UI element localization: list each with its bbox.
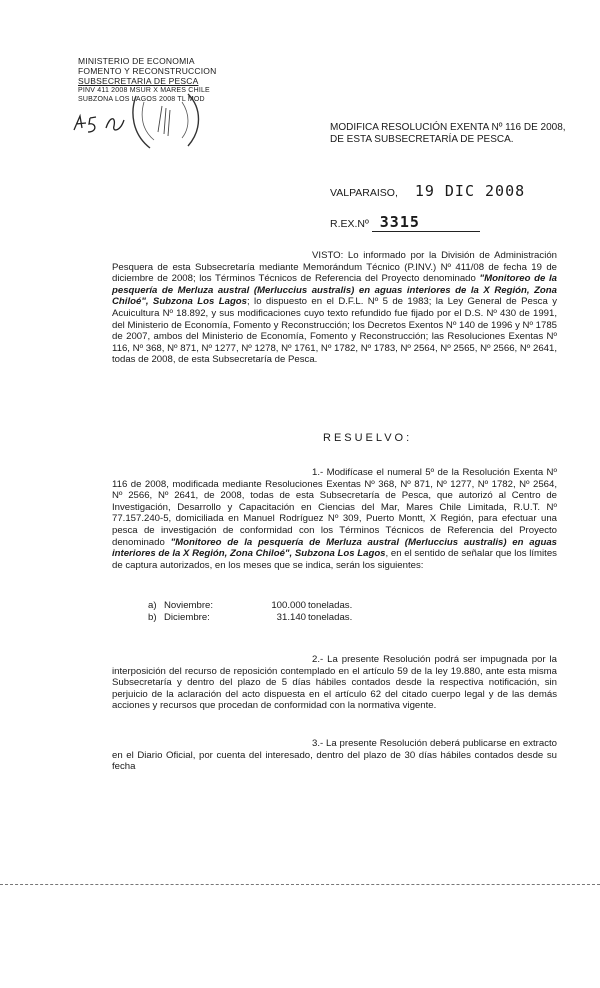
article-2-paragraph: 2.- La presente Resolución podrá ser impugnada por la interposición del recurso de reposición contemplado en el artículo 59 de la ley 19.880, ante esta misma Subsecretaría y dentro del plazo de 5 días hábiles contados desde la respectiva notificación, sin perjuicio de la aclaración del acto dispuesta en el artículo 62 del citado cuerpo legal y de las demás acciones y recursos que procedan de conformidad con la normativa vigente. bbox=[112, 654, 557, 712]
article-1-paragraph bbox=[112, 467, 557, 571]
handwritten-mark-icon bbox=[70, 110, 130, 138]
article-3-paragraph: 3.- La presente Resolución deberá publicarse en extracto en el Diario Oficial, por cuenta del interesado, dentro del plazo de 30 días hábiles contados desde su fecha bbox=[112, 738, 557, 773]
ministry-name: MINISTERIO DE ECONOMIA bbox=[78, 56, 195, 66]
visto-text-1: VISTO: Lo informado por la División de Administración Pesquera de esta Subsecretaría mediante Memorándum Técnico (P.INV.) Nº 411/08 de fecha 19 de diciembre de 2008; los Términos Técnicos de Referencia del Proyecto denominado bbox=[112, 250, 557, 285]
reference-subzone: SUBZONA LOS LAGOS 2008 TL MOD bbox=[78, 96, 205, 103]
resolution-number-line bbox=[330, 213, 480, 232]
handwritten-annotation bbox=[70, 110, 130, 143]
reference-code: PINV 411 2008 MSUR X MARES CHILE bbox=[78, 87, 210, 94]
article-1-text-2: , en el sentido de señalar que los límites de captura autorizados, en los meses que se indica, serán los siguientes: bbox=[112, 548, 557, 571]
date-stamp: 19 DIC 2008 bbox=[414, 182, 526, 200]
resuelvo-heading: RESUELVO: bbox=[323, 432, 413, 444]
article-1-project-name: "Monitoreo de la pesquería de Merluza austral (Merluccius australis) en aguas interiores de la X Región, Zona Chiloé", Subzona Los Lagos bbox=[112, 536, 557, 560]
place-date-line bbox=[330, 182, 525, 200]
visto-project-name: "Monitoreo de la pesquería de Merluza austral (Merluccius australis) en aguas interiores de la X Región, Zona Chiloé", Subzona Los Lagos bbox=[112, 273, 557, 308]
place-name: VALPARAISO, bbox=[330, 187, 398, 199]
catch-limit-row: a) Noviembre: 100.000 toneladas. bbox=[148, 600, 353, 611]
resolution-number-label: R.EX.Nº bbox=[330, 218, 369, 230]
seal-stamp bbox=[128, 92, 208, 152]
visto-text-2: ; lo dispuesto en el D.F.L. Nº 5 de 1983; la Ley General de Pesca y Acuicultura Nº 18.892, y sus modificaciones cuyo texto refundido fue fijado por el D.S. Nº 430 de 1991, del Ministerio de Economía, Fomento y Reconstrucción; los Decretos Exentos Nº 140 de 1996 y Nº 1785 de 2007, ambos del Ministerio de Economía, Fomento y Reconstrucción; las Resoluciones Exentas Nº 116, Nº 368, Nº 871, Nº 1277, Nº 1278, Nº 1761, Nº 1782, Nº 1783, Nº 2564, Nº 2565, Nº 2566, Nº 2641, todas de 2008, de esta Subsecretaría de Pesca. bbox=[112, 296, 557, 366]
subsecretariat-name: SUBSECRETARIA DE PESCA bbox=[78, 76, 199, 86]
document-subject: MODIFICA RESOLUCIÓN EXENTA Nº 116 DE 2008, DE ESTA SUBSECRETARÍA DE PESCA. bbox=[330, 122, 566, 145]
ministry-branch: FOMENTO Y RECONSTRUCCION bbox=[78, 66, 217, 76]
catch-limit-row: b) Diciembre: 31.140 toneladas. bbox=[148, 612, 353, 623]
resolution-number: 3315 bbox=[372, 213, 480, 232]
page-divider bbox=[0, 884, 600, 885]
visto-paragraph bbox=[112, 250, 557, 366]
article-1-text-1: 1.- Modifícase el numeral 5º de la Resolución Exenta Nº 116 de 2008, modificada mediante Resoluciones Exentas Nº 368, Nº 871, Nº 1277, Nº 1782, Nº 2564, Nº 2566, Nº 2641, de 2008, todas de esta Subsecretaría de Pesca, que autorizó al Centro de Investigación, Desarrollo y Capacitación en Ciencias del Mar, Mares Chile Limitada, R.U.T. Nº 77.157.240-5, domiciliada en Manuel Rodríguez Nº 309, Puerto Montt, X Región, para efectuar una pesca de investigación de conformidad con los Términos Técnicos de Referencia del Proyecto denominado bbox=[112, 467, 557, 548]
catch-limits-list bbox=[148, 600, 352, 624]
